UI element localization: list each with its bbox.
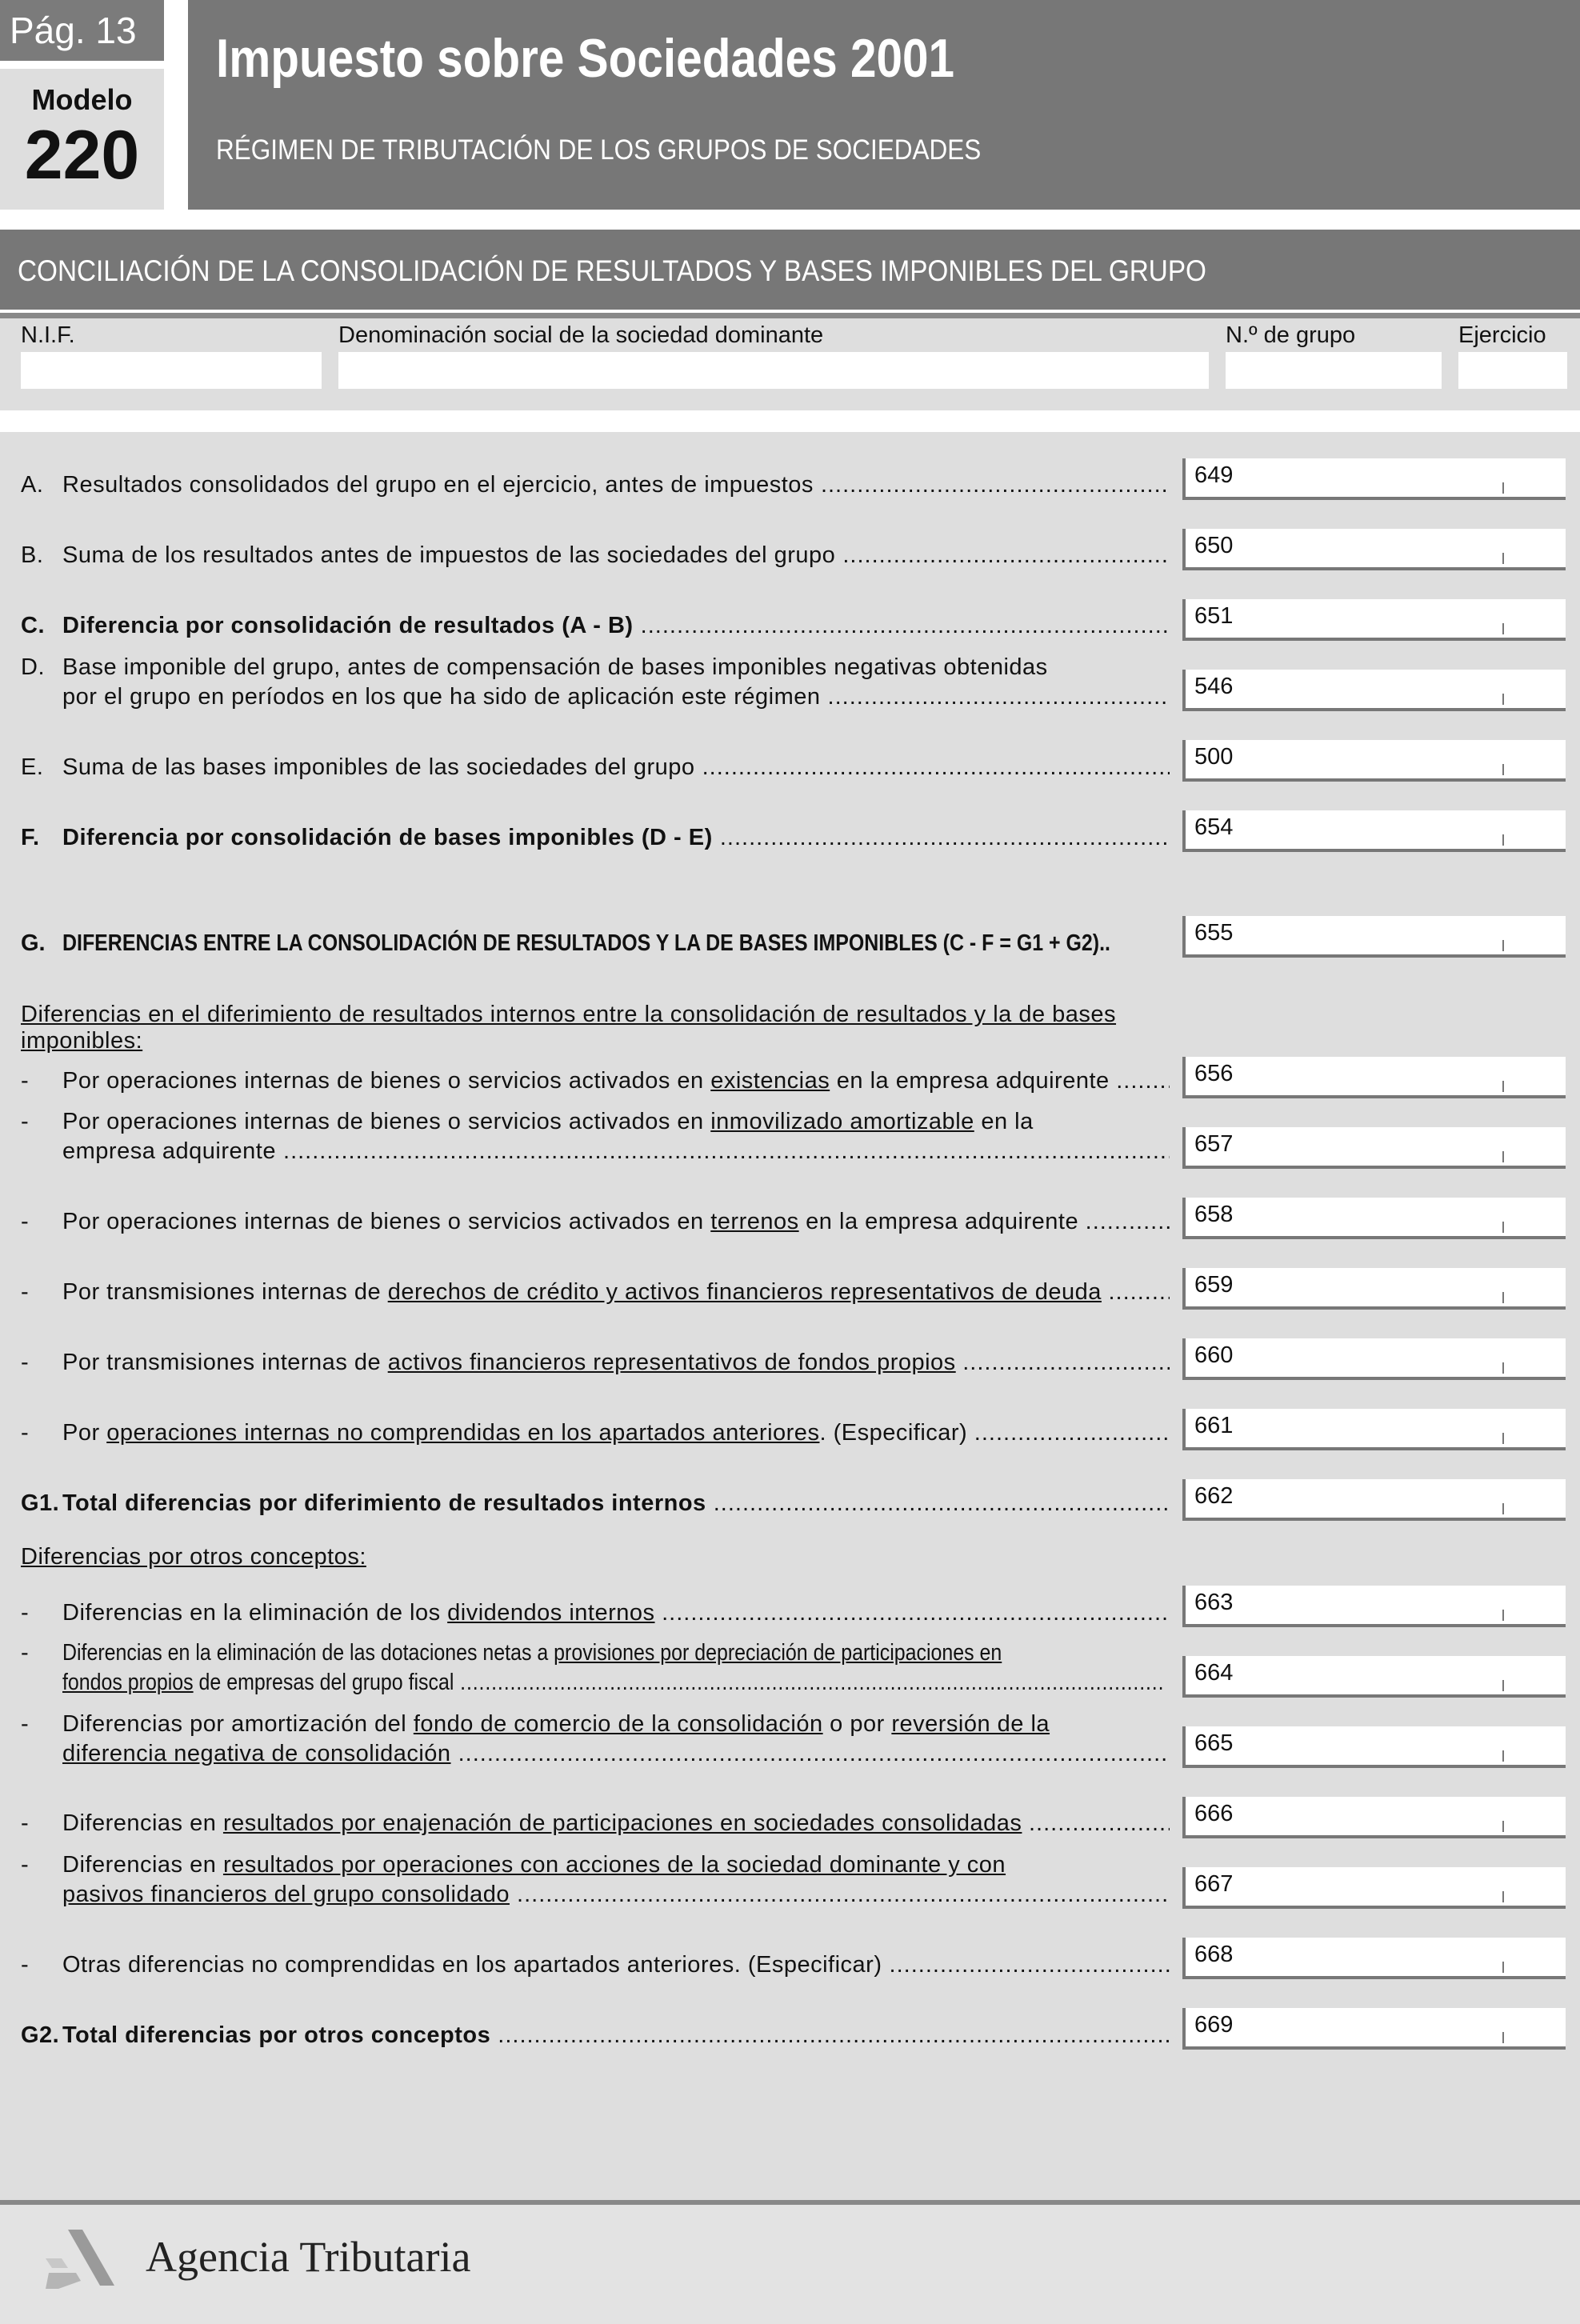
- row-664: [21, 1638, 1170, 1698]
- amount-input[interactable]: [1242, 1343, 1557, 1374]
- row-659: [21, 1278, 1170, 1307]
- box-code: 657: [1194, 1131, 1234, 1157]
- row-658: [21, 1207, 1170, 1237]
- row-label-underlined: provisiones por depreciación de participaciones en: [554, 1640, 1002, 1666]
- amount-input[interactable]: [1242, 815, 1557, 846]
- divider: [0, 313, 1580, 318]
- box-code: 660: [1194, 1342, 1234, 1368]
- amount-input[interactable]: [1242, 463, 1557, 494]
- row-dash: -: [21, 1209, 30, 1234]
- field-650: [1182, 529, 1566, 570]
- decimal-tick: [1502, 623, 1504, 634]
- page-title: Impuesto sobre Sociedades 2001: [216, 28, 955, 89]
- box-code: 654: [1194, 814, 1234, 840]
- amount-input[interactable]: [1242, 1132, 1557, 1162]
- box-code: 656: [1194, 1061, 1234, 1086]
- row-label-underlined: dividendos internos: [447, 1600, 655, 1626]
- row-dash: -: [21, 1600, 30, 1626]
- amount-input[interactable]: [1242, 1202, 1557, 1233]
- row-letter: G.: [21, 930, 46, 956]
- ejercicio-label: Ejercicio: [1458, 322, 1546, 348]
- field-649: [1182, 458, 1566, 500]
- box-code: 500: [1194, 744, 1234, 770]
- decimal-tick: [1502, 1891, 1504, 1902]
- row-label-line-2-underlined: diferencia negativa de consolidación: [62, 1741, 451, 1766]
- decimal-tick: [1502, 694, 1504, 705]
- row-label: Por operaciones internas de bienes o servicios activados en: [62, 1068, 711, 1094]
- section-heading-diferimiento-line-2: imponibles:: [21, 1028, 143, 1054]
- decimal-tick: [1502, 1962, 1504, 1973]
- row-dash: -: [21, 1952, 30, 1978]
- decimal-tick: [1502, 764, 1504, 775]
- row-666: [21, 1809, 1170, 1838]
- decimal-tick: [1502, 1222, 1504, 1233]
- row-label: Diferencia por consolidación de resultados (A - B) .....: [62, 611, 1170, 641]
- amount-input[interactable]: [1242, 2013, 1557, 2043]
- box-code: 649: [1194, 462, 1234, 488]
- row-label: Suma de los resultados antes de impuestos de las sociedades del grupo .....: [62, 541, 1170, 570]
- amount-input[interactable]: [1242, 534, 1557, 564]
- modelo-label: Modelo: [31, 83, 133, 116]
- row-668: [21, 1950, 1170, 1980]
- row-dash: -: [21, 1420, 30, 1446]
- row-letter: E.: [21, 754, 44, 780]
- row-label: Diferencias en la eliminación de los: [62, 1600, 448, 1626]
- amount-input[interactable]: [1242, 1414, 1557, 1444]
- row-660: [21, 1348, 1170, 1378]
- row-657: [21, 1107, 1170, 1166]
- denominacion-label: Denominación social de la sociedad dominante: [338, 322, 824, 348]
- amount-input[interactable]: [1242, 604, 1557, 634]
- field-659: [1182, 1268, 1566, 1310]
- row-g: [21, 929, 1170, 958]
- grupo-field[interactable]: [1226, 352, 1442, 389]
- row-label: Por operaciones internas de bienes o servicios activados en: [62, 1209, 711, 1234]
- box-code: 669: [1194, 2012, 1234, 2038]
- row-label-tail: . (Especificar): [819, 1420, 968, 1446]
- row-label-underlined: activos financieros representativos de fondos propios: [387, 1350, 956, 1375]
- decimal-tick: [1502, 482, 1504, 494]
- row-g1: [21, 1489, 1170, 1518]
- modelo-number: 220: [24, 117, 140, 194]
- row-label-mid: o por: [822, 1711, 892, 1737]
- amount-input[interactable]: [1242, 1872, 1557, 1902]
- page-subtitle: RÉGIMEN DE TRIBUTACIÓN DE LOS GRUPOS DE SOCIEDADES: [216, 134, 982, 166]
- row-label: Por: [62, 1420, 107, 1446]
- row-letter: G1.: [21, 1490, 60, 1516]
- row-656: [21, 1066, 1170, 1096]
- row-letter: F.: [21, 825, 40, 850]
- row-663: [21, 1598, 1170, 1628]
- box-code: 650: [1194, 533, 1234, 558]
- row-dash: -: [21, 1068, 30, 1094]
- row-letter: C.: [21, 613, 45, 638]
- row-label: Total diferencias por otros conceptos .....: [62, 2021, 1170, 2050]
- decimal-tick: [1502, 1433, 1504, 1444]
- field-666: [1182, 1797, 1566, 1838]
- decimal-tick: [1502, 940, 1504, 951]
- row-dash: -: [21, 1640, 29, 1666]
- decimal-tick: [1502, 1292, 1504, 1303]
- denominacion-field[interactable]: [338, 352, 1209, 389]
- field-656: [1182, 1057, 1566, 1098]
- field-500: [1182, 740, 1566, 782]
- field-663: [1182, 1586, 1566, 1627]
- field-667: [1182, 1867, 1566, 1909]
- row-letter: G2.: [21, 2022, 60, 2048]
- row-label-underlined: existencias: [710, 1068, 830, 1094]
- row-label-underlined: terrenos: [710, 1209, 799, 1234]
- box-code: 668: [1194, 1942, 1234, 1967]
- ejercicio-field[interactable]: [1458, 352, 1567, 389]
- row-label: Resultados consolidados del grupo en el ejercicio, antes de impuestos .....: [62, 470, 1170, 500]
- box-code: 661: [1194, 1413, 1234, 1438]
- decimal-tick: [1502, 834, 1504, 846]
- box-code: 665: [1194, 1730, 1234, 1756]
- row-label-line-2-underlined: pasivos financieros del grupo consolidado: [62, 1882, 510, 1907]
- row-b: [21, 541, 1170, 570]
- row-letter: D.: [21, 654, 45, 680]
- field-665: [1182, 1726, 1566, 1768]
- amount-input[interactable]: [1242, 1661, 1557, 1691]
- row-label: Por transmisiones internas de: [62, 1279, 388, 1305]
- row-661: [21, 1418, 1170, 1448]
- row-label: Base imponible del grupo, antes de compensación de bases imponibles negativas obtenidas: [62, 654, 1048, 680]
- amount-input[interactable]: [1242, 1590, 1557, 1621]
- row-label-line-2-underlined: fondos propios: [62, 1670, 194, 1695]
- section-heading-diferimiento: Diferencias en el diferimiento de resultados internos entre la consolidación de resultados y la de bases: [21, 1002, 1117, 1027]
- box-code: 663: [1194, 1590, 1234, 1615]
- field-669: [1182, 2008, 1566, 2050]
- nif-label: N.I.F.: [21, 322, 75, 348]
- amount-input[interactable]: [1242, 1273, 1557, 1303]
- row-dash: -: [21, 1810, 30, 1836]
- field-662: [1182, 1479, 1566, 1521]
- row-label: Por transmisiones internas de: [62, 1350, 388, 1375]
- row-dash: -: [21, 1109, 30, 1134]
- box-code: 546: [1194, 674, 1234, 699]
- decimal-tick: [1502, 2032, 1504, 2043]
- row-label-underlined-2: reversión de la: [891, 1711, 1050, 1737]
- row-label: Total diferencias por diferimiento de resultados internos .....: [62, 1489, 1170, 1518]
- decimal-tick: [1502, 1750, 1504, 1762]
- row-label: DIFERENCIAS ENTRE LA CONSOLIDACIÓN DE RESULTADOS Y LA DE BASES IMPONIBLES (C - F = G1 + G2)..: [62, 930, 1110, 956]
- row-dash: -: [21, 1711, 30, 1737]
- amount-input[interactable]: [1242, 921, 1557, 951]
- section-heading-otros: Diferencias por otros conceptos:: [21, 1544, 366, 1570]
- amount-input[interactable]: [1242, 1062, 1557, 1092]
- decimal-tick: [1502, 1680, 1504, 1691]
- row-label-underlined: fondo de comercio de la consolidación: [413, 1711, 823, 1737]
- row-label: Suma de las bases imponibles de las sociedades del grupo .....: [62, 753, 1170, 782]
- row-dash: -: [21, 1279, 30, 1305]
- decimal-tick: [1502, 1821, 1504, 1832]
- row-f: [21, 823, 1170, 853]
- field-651: [1182, 599, 1566, 641]
- row-dash: -: [21, 1852, 30, 1878]
- amount-input[interactable]: [1242, 674, 1557, 705]
- box-code: 662: [1194, 1483, 1234, 1509]
- modelo-box: [0, 69, 164, 210]
- row-d: [21, 653, 1170, 712]
- row-label: Diferencias por amortización del: [62, 1711, 414, 1737]
- decimal-tick: [1502, 1503, 1504, 1514]
- amount-input[interactable]: [1242, 1802, 1557, 1832]
- agency-name: Agencia Tributaria: [146, 2233, 471, 2281]
- row-label-line-2: por el grupo en períodos en los que ha sido de aplicación este régimen .....: [62, 682, 1170, 712]
- amount-input[interactable]: [1242, 745, 1557, 775]
- box-code: 658: [1194, 1202, 1234, 1227]
- decimal-tick: [1502, 553, 1504, 564]
- row-label: Diferencia por consolidación de bases imponibles (D - E) .....: [62, 823, 1170, 853]
- field-664: [1182, 1656, 1566, 1698]
- nif-field[interactable]: [21, 352, 322, 389]
- amount-input[interactable]: [1242, 1731, 1557, 1762]
- row-label-line-2: empresa adquirente .....: [62, 1137, 1170, 1166]
- page-number: Pág. 13: [0, 0, 164, 61]
- box-code: 651: [1194, 603, 1234, 629]
- field-658: [1182, 1198, 1566, 1239]
- field-657: [1182, 1127, 1566, 1169]
- row-label: Diferencias en la eliminación de las dotaciones netas a: [62, 1640, 554, 1666]
- box-code: 667: [1194, 1871, 1234, 1897]
- row-letter: B.: [21, 542, 44, 568]
- decimal-tick: [1502, 1081, 1504, 1092]
- row-label: Por operaciones internas de bienes o servicios activados en: [62, 1109, 711, 1134]
- row-dash: -: [21, 1350, 30, 1375]
- field-661: [1182, 1409, 1566, 1450]
- agencia-tributaria-logo-icon: [44, 2228, 118, 2292]
- amount-input[interactable]: [1242, 1484, 1557, 1514]
- box-code: 655: [1194, 920, 1234, 946]
- row-label-underlined: resultados por operaciones con acciones de la sociedad dominante y con: [222, 1852, 1006, 1878]
- field-668: [1182, 1938, 1566, 1979]
- row-label-tail: en la empresa adquirente: [798, 1209, 1079, 1234]
- row-label-underlined: operaciones internas no comprendidas en los apartados anteriores: [106, 1420, 820, 1446]
- row-label-underlined: resultados por enajenación de participaciones en sociedades consolidadas: [222, 1810, 1022, 1836]
- row-label-tail: en la: [974, 1109, 1034, 1134]
- box-code: 666: [1194, 1801, 1234, 1826]
- row-label-line-2: de empresas del grupo fiscal: [193, 1670, 454, 1695]
- row-label-underlined: derechos de crédito y activos financieros representativos de deuda: [387, 1279, 1102, 1305]
- field-655: [1182, 916, 1566, 958]
- amount-input[interactable]: [1242, 1942, 1557, 1973]
- row-label-underlined: inmovilizado amortizable: [710, 1109, 974, 1134]
- row-label-tail: en la empresa adquirente: [830, 1068, 1110, 1094]
- row-c: [21, 611, 1170, 641]
- row-label: Otras diferencias no comprendidas en los apartados anteriores. (Especificar) .....: [62, 1950, 1170, 1980]
- row-667: [21, 1850, 1170, 1910]
- grupo-label: N.º de grupo: [1226, 322, 1356, 348]
- decimal-tick: [1502, 1362, 1504, 1374]
- row-e: [21, 753, 1170, 782]
- row-665: [21, 1710, 1170, 1769]
- row-label: Diferencias en: [62, 1852, 223, 1878]
- field-660: [1182, 1338, 1566, 1380]
- row-a: [21, 470, 1170, 500]
- box-code: 659: [1194, 1272, 1234, 1298]
- field-654: [1182, 810, 1566, 852]
- decimal-tick: [1502, 1610, 1504, 1621]
- section-title: CONCILIACIÓN DE LA CONSOLIDACIÓN DE RESULTADOS Y BASES IMPONIBLES DEL GRUPO: [18, 254, 1206, 287]
- decimal-tick: [1502, 1151, 1504, 1162]
- box-code: 664: [1194, 1660, 1234, 1686]
- row-g2: [21, 2021, 1170, 2050]
- row-letter: A.: [21, 472, 44, 498]
- row-label: Diferencias en: [62, 1810, 223, 1836]
- field-546: [1182, 670, 1566, 711]
